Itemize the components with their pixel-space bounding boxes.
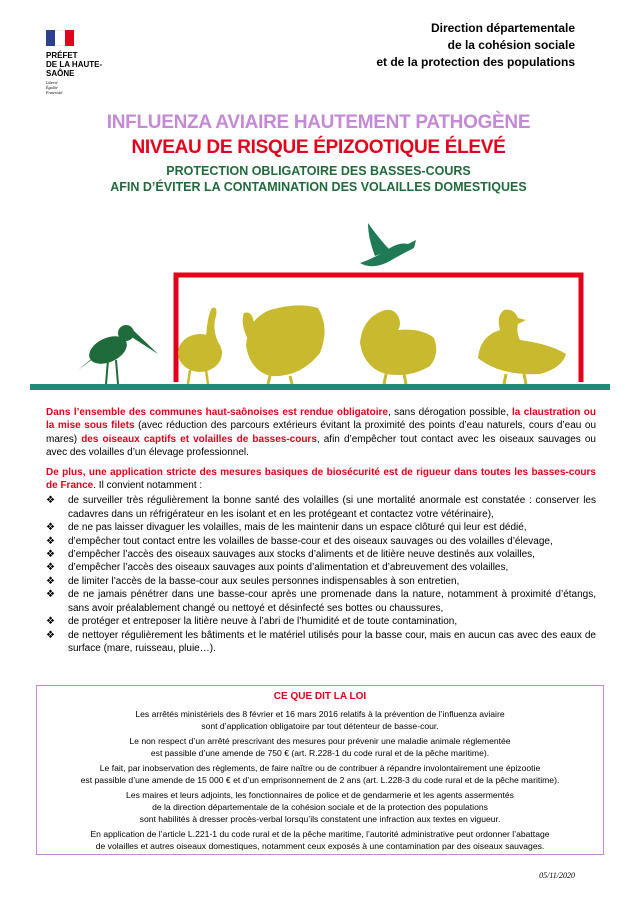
law-paragraph: Les maires et leurs adjoints, les fonctionnaires de police et de gendarmerie et les agents assermentés de la direction départementale de la cohésion sociale et de la protection des populations sont habilités à dresser procès-verbal lorsqu’ils constatent une infraction aux textes en vigueur.	[126, 790, 514, 824]
list-item	[46, 588, 596, 615]
list-item	[46, 521, 596, 534]
intro-paragraph	[46, 406, 596, 460]
title-disease: INFLUENZA AVIAIRE HAUTEMENT PATHOGÈNE	[106, 112, 531, 133]
list-item	[46, 561, 596, 574]
law-paragraph: Le fait, par inobservation des règlements, de faire naître ou de contribuer à répandre involontairement une épizootie est passible d’une amende de 15 000 € et d’un emprisonnement de 2 ans (art. L.228-3 du code rural et de la pêche maritime).	[80, 763, 560, 785]
body-text: (avec réduction des parcours extérieurs évitant la proximité des points d’eau naturels, cours d’eau ou mares)	[46, 420, 596, 445]
french-flag-icon	[46, 30, 74, 46]
law-title: CE QUE DIT LA LOI	[273, 691, 367, 702]
list-item	[46, 494, 596, 521]
turkey-icon	[243, 305, 325, 384]
list-item	[46, 629, 596, 656]
flying-duck-icon	[360, 223, 416, 266]
diamond-bullet-icon: ❖	[46, 535, 55, 547]
guinea-fowl-icon	[178, 308, 222, 384]
diamond-bullet-icon: ❖	[46, 589, 55, 601]
prefet-logo	[46, 30, 136, 95]
list-item	[46, 548, 596, 561]
body-text: . Il convient notamment :	[93, 480, 203, 492]
woodcock-icon	[78, 325, 158, 384]
logo-motto: Liberté Égalité Fraternité	[46, 80, 63, 95]
list-item-text: de surveiller très régulièrement la bonne santé des volailles (si une mortalité anormale est constatée : conserver les cadavres dans un réfrigérateur en les isolant et en les protégeant et contactez votre vétérinaire),	[68, 495, 596, 520]
ground-line	[30, 384, 610, 390]
dept-line: Direction départementale	[430, 21, 575, 35]
main-text	[46, 406, 596, 655]
law-box	[36, 685, 604, 855]
body-text: , afin d’empêcher tout contact avec les oiseaux sauvages ou avec des volailles d’un élevage professionnel.	[46, 433, 596, 459]
document-date: 05/11/2020	[539, 871, 575, 880]
list-item-text: d’empêcher tout contact entre les volailles de basse-cour et des oiseaux sauvages ou des volailles d’élevage,	[68, 535, 553, 547]
dept-line: de la cohésion sociale	[447, 38, 575, 52]
logo-title: PRÉFET DE LA HAUTE- SAÔNE	[46, 51, 103, 78]
law-paragraph: En application de l’article L.221-1 du code rural et de la pêche maritime, l’autorité administrative peut ordonner l’abattage de volailles et autres oiseaux domestiques, notamment ceux exposés à une contamination par des oiseaux sauvages.	[90, 829, 550, 851]
biosecurity-paragraph	[46, 466, 596, 493]
subtitle-line: PROTECTION OBLIGATOIRE DES BASSES-COURS	[166, 164, 471, 178]
emphasis-text: De plus, une application stricte des mesures basiques de biosécurité est de rigueur dans toutes les basses-cours de France	[46, 466, 596, 492]
list-item-text: de protéger et entreposer la litière neuve à l’abri de l’humidité et de toute contamination,	[68, 616, 458, 628]
measures-list	[46, 494, 596, 655]
emphasis-text: la claustration ou la mise sous filets	[46, 407, 596, 432]
law-paragraph: Le non respect d’un arrêté prescrivant des mesures pour prévenir une maladie animale réglementée est passible d’une amende de 750 € (art. R.228-1 du code rural et de la pêche maritime).	[129, 736, 511, 758]
list-item-text: d’empêcher l’accès des oiseaux sauvages aux points d’alimentation et d’abreuvement des volailles,	[68, 562, 509, 574]
department-name	[376, 20, 575, 71]
diamond-bullet-icon: ❖	[46, 629, 55, 641]
body-text: , sans dérogation possible,	[387, 407, 513, 418]
list-item-text: de ne pas laisser divaguer les volailles, mais de les maintenir dans un espace clôturé qui leur est dédié,	[68, 522, 527, 534]
diamond-bullet-icon: ❖	[46, 495, 55, 507]
list-item	[46, 575, 596, 588]
diamond-bullet-icon: ❖	[46, 549, 55, 561]
diamond-bullet-icon: ❖	[46, 522, 55, 534]
law-paragraph: Les arrêtés ministériels des 8 février et 16 mars 2016 relatifs à la prévention de l’influenza aviaire sont d’application obligatoire par tout détenteur de basse-cour.	[135, 709, 505, 731]
emphasis-text: des oiseaux captifs et volailles de basses-cours	[81, 433, 317, 445]
title-risk-level: NIVEAU DE RISQUE ÉPIZOOTIQUE ÉLEVÉ	[131, 137, 506, 158]
subtitle-line: AFIN D’ÉVITER LA CONTAMINATION DES VOLAILLES DOMESTIQUES	[110, 180, 527, 194]
list-item	[46, 535, 596, 548]
list-item-text: de ne jamais pénétrer dans une basse-cour après une promenade dans la nature, notamment à proximité d’étangs, sans avoir préalablement changé ou nettoyé et désinfecté ses bottes ou chaussures,	[68, 589, 596, 614]
list-item-text: de limiter l’accès de la basse-cour aux seules personnes indispensables à son entretien,	[68, 575, 460, 587]
list-item-text: de nettoyer régulièrement les bâtiments et le matériel utilisés pour la basse cour, mais en aucun cas avec des eaux de surface (mare, ruisseau, pluie…).	[68, 629, 596, 654]
dept-line: et de la protection des populations	[376, 55, 575, 69]
subtitle-protection	[0, 163, 637, 195]
poultry-illustration	[30, 218, 610, 393]
diamond-bullet-icon: ❖	[46, 575, 55, 587]
emphasis-text: Dans l’ensemble des communes haut-saônoises est rendue obligatoire	[46, 407, 388, 418]
duck-icon	[478, 310, 566, 384]
diamond-bullet-icon: ❖	[46, 562, 55, 574]
diamond-bullet-icon: ❖	[46, 616, 55, 628]
title-block	[0, 112, 637, 195]
hen-icon	[360, 310, 436, 384]
list-item-text: d’empêcher l’accès des oiseaux sauvages aux stocks d’aliments et de litière neuve destinés aux volailles,	[68, 549, 535, 561]
list-item	[46, 615, 596, 628]
